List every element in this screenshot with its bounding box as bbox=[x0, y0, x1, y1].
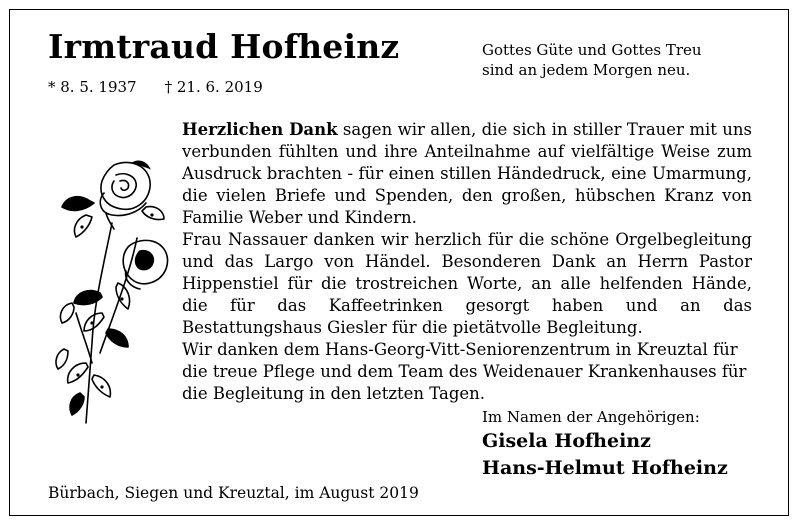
obituary-notice bbox=[9, 9, 789, 516]
signer-name: Hans-Helmut Hofheinz bbox=[482, 457, 728, 479]
thank-you-heading: Herzlichen Dank bbox=[182, 120, 338, 139]
paragraph: Frau Nassauer danken wir herzlich für die schöne Orgelbegleitung und das Largo von Händel. Besonderen Dank an Herrn Pastor Hippenstiel für die trostreichen Worte, an alle helfenden Hände, die für das Kaffeetrinken gesorgt haben und an das Bestattungshaus Giesler für die pietätvolle Begleitung. bbox=[182, 230, 752, 337]
bible-verse bbox=[482, 40, 702, 80]
verse-line: Gottes Güte und Gottes Treu bbox=[482, 41, 702, 59]
paragraph: Wir danken dem Hans-Georg-Vitt-Seniorenzentrum in Kreuztal für die treue Pflege und dem Team des Weidenauer Krankenhauses für die Begleitung in den letzten Tagen. bbox=[182, 340, 747, 403]
signer-name: Gisela Hofheinz bbox=[482, 430, 651, 452]
thank-you-text bbox=[182, 119, 752, 405]
paragraph bbox=[182, 119, 752, 229]
signature-intro: Im Namen der Angehörigen: bbox=[482, 408, 700, 426]
verse-line: sind an jedem Morgen neu. bbox=[482, 61, 691, 79]
life-dates bbox=[48, 78, 263, 96]
paragraph-text: sagen wir allen, die sich in stiller Trauer mit uns verbunden fühlten und ihre Anteilnahme auf vielfältige Weise zum Ausdruck brachten - für einen stillen Händedruck, eine Umarmung, die vielen Briefe und Spenden, den großen, hübschen Kranz von Familie Weber und Kindern. bbox=[182, 120, 752, 227]
place-and-date: Bürbach, Siegen und Kreuztal, im August 2019 bbox=[48, 484, 419, 502]
deceased-name: Irmtraud Hofheinz bbox=[48, 27, 400, 66]
birth-date: * 8. 5. 1937 bbox=[48, 78, 137, 96]
death-date: † 21. 6. 2019 bbox=[164, 78, 263, 96]
rose-bouquet-icon bbox=[42, 153, 172, 428]
